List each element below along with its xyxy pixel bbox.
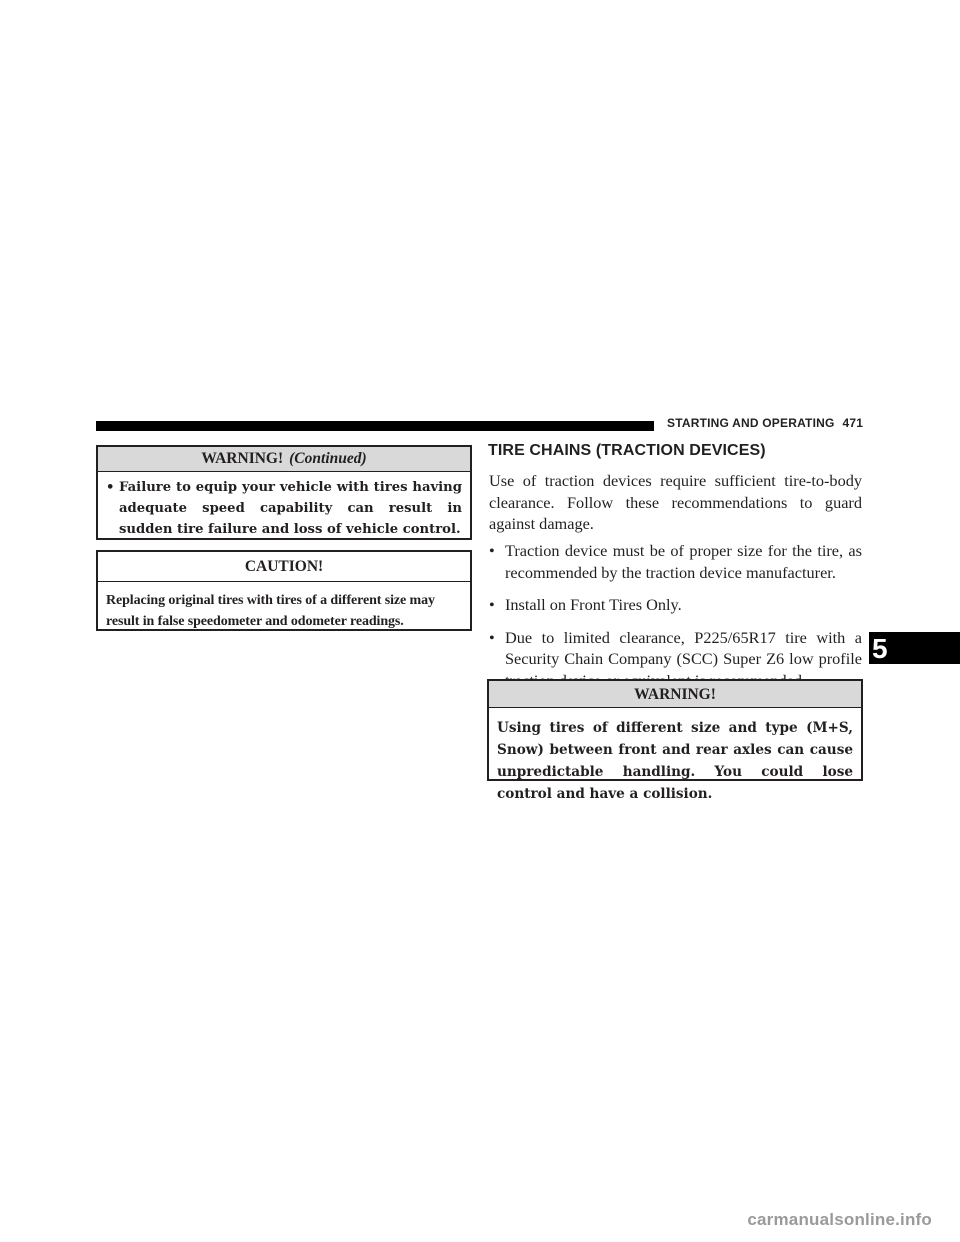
bullet: • <box>489 541 495 560</box>
warning-continued-body <box>98 472 470 540</box>
bullet: • <box>489 595 495 614</box>
warning-continued-title: WARNING! <box>201 450 284 467</box>
list-item-text: Install on Front Tires Only. <box>505 595 682 614</box>
intro-paragraph: Use of traction devices require sufficient tire-to-body clearance. Follow these recommendations to guard against damage. <box>489 471 862 533</box>
bullet: • <box>489 627 495 647</box>
bullet: • <box>106 480 115 495</box>
caution-box <box>96 550 472 631</box>
warning-text: Using tires of different size and type (M+S, Snow) between front and rear axles can cause unpredictable handling. You could lose control and have a collision. <box>497 720 853 802</box>
list-item <box>489 594 862 616</box>
continued-label: (Continued) <box>289 450 367 467</box>
warning-title: WARNING! <box>489 681 861 708</box>
caution-text: Replacing original tires with tires of a different size may result in false speedometer and odometer readings. <box>106 593 435 629</box>
chapter-tab: 5 <box>869 632 960 664</box>
warning-continued-header <box>98 447 470 472</box>
list-item <box>106 477 462 540</box>
running-head <box>667 416 867 430</box>
list-item-text: Due to limited clearance, P225/65R17 tire with a Security Chain Company (SCC) Super Z6 low profile <box>505 627 862 668</box>
warning-continued-text: Failure to equip your vehicle with tires having adequate speed capability can result in sudden tire failure and loss of vehicle control. <box>119 480 462 537</box>
header-rule <box>96 421 654 431</box>
recommendation-list <box>489 540 862 702</box>
running-head-section: STARTING AND OPERATING <box>667 416 835 430</box>
watermark: carmanualsonline.info <box>747 1210 932 1229</box>
page-number: 471 <box>842 416 864 430</box>
section-title: TIRE CHAINS (TRACTION DEVICES) <box>488 442 766 459</box>
warning-continued-box <box>96 445 472 540</box>
caution-title: CAUTION! <box>98 552 470 582</box>
list-item <box>489 540 862 583</box>
list-item-text: Traction device must be of proper size for the tire, as recommended by the traction device manufacturer. <box>505 541 862 582</box>
warning-box <box>487 679 863 802</box>
